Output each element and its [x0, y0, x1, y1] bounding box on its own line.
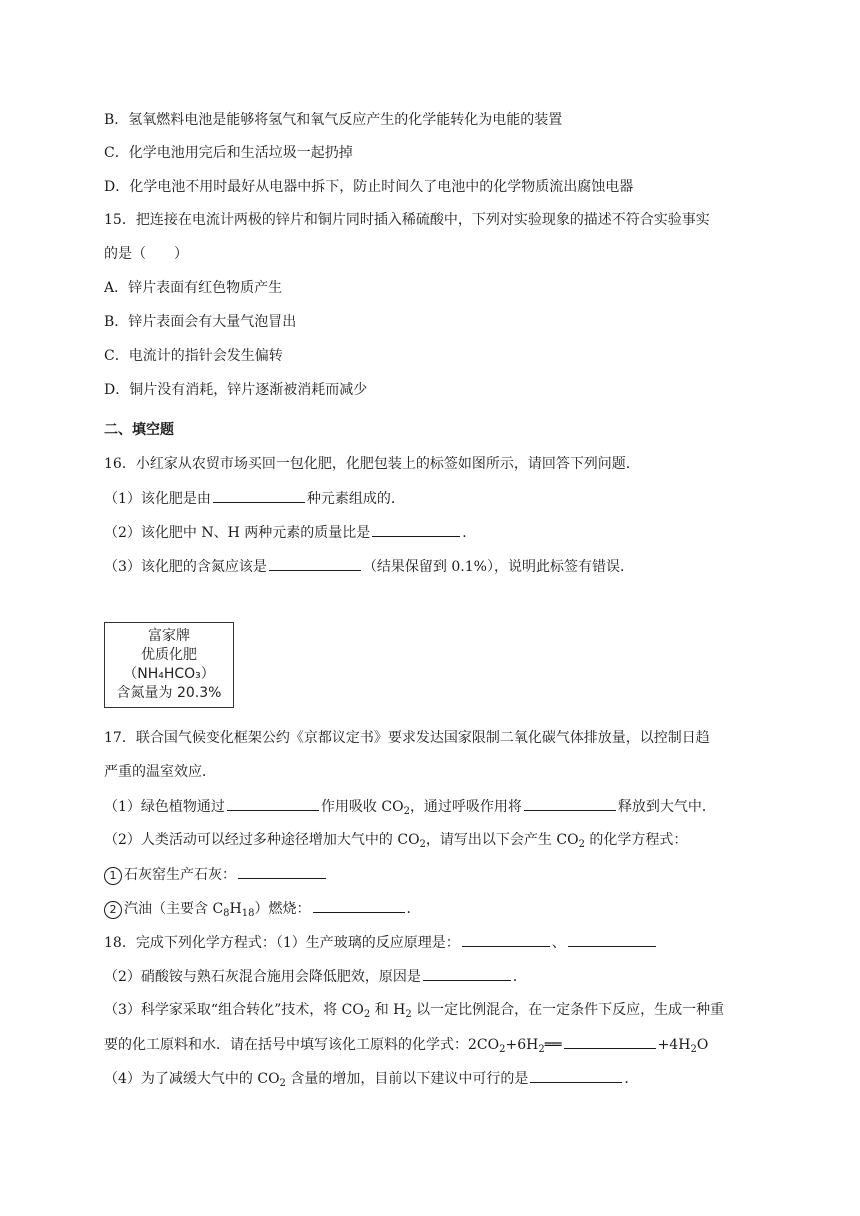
q18-part2-a: （2）硝酸铵与熟石灰混合施用会降低肥效，原因是 — [104, 969, 421, 985]
q17-part1-c: ，通过呼吸作用将 — [409, 799, 522, 815]
label-brand: 富家牌 — [148, 628, 190, 644]
subscript: 2 — [403, 806, 410, 817]
q18-part4-a: （4）为了减缓大气中的 CO — [104, 1071, 280, 1087]
q17-item2 — [104, 898, 421, 924]
answer-blank[interactable] — [269, 556, 361, 571]
q18-part4-c: ． — [624, 1071, 639, 1087]
subscript: 2 — [578, 839, 585, 850]
q17-item1-text: 石灰窑生产石灰： — [124, 867, 236, 883]
q16-part3-pre: （3）该化肥的含氮应该是 — [104, 559, 267, 575]
q14-option-c: C．化学电池用完后和生活垃圾一起扔掉 — [104, 145, 353, 161]
q15-option-c: C．电流计的指针会发生偏转 — [104, 348, 283, 364]
q16-part1 — [104, 488, 405, 509]
label-name: 优质化肥 — [141, 647, 197, 663]
answer-blank[interactable] — [462, 932, 550, 947]
q18-separator: 、 — [551, 935, 566, 951]
q16-part3 — [104, 556, 634, 577]
answer-blank[interactable] — [530, 1068, 622, 1083]
q17-stem-line1: 17．联合国气候变化框架公约《京都议定书》要求发达国家限制二氧化碳气体排放量，以控制日趋 — [104, 730, 710, 746]
section-heading: 二、填空题 — [104, 422, 174, 438]
q18-part3-c: 以一定比例混合，在一定条件下反应，生成一种重 — [411, 1002, 725, 1018]
q18-part4-b: 含量的增加，目前以下建议中可行的是 — [285, 1071, 529, 1087]
circled-number: 2 — [104, 901, 122, 919]
q18-part3-line1 — [104, 1000, 724, 1025]
q14-option-d: D．化学电池不用时最好从电器中拆下，防止时间久了电池中的化学物质流出腐蚀电器 — [104, 179, 634, 195]
subscript: 18 — [241, 908, 255, 919]
q16-part2-pre: （2）该化肥中 N、H 两种元素的质量比是 — [104, 525, 371, 541]
subscript: 8 — [223, 908, 230, 919]
q17-part1-d: 释放到大气中． — [617, 799, 716, 815]
answer-blank[interactable] — [227, 796, 319, 811]
subscript: 2 — [538, 1044, 545, 1055]
q18-part4 — [104, 1068, 638, 1094]
answer-blank[interactable] — [524, 796, 616, 811]
q18-part3-line2 — [104, 1034, 708, 1060]
q17-part2-c: 的化学方程式： — [584, 832, 688, 848]
fertilizer-label-image — [104, 622, 234, 708]
q17-part2-b: ，请写出以下会产生 CO — [425, 832, 579, 848]
q18-part3-line2-e: O — [696, 1037, 709, 1053]
q17-item1 — [104, 864, 328, 885]
q17-item2-d: ． — [406, 901, 421, 917]
answer-blank[interactable] — [238, 864, 326, 879]
q17-part1 — [104, 796, 716, 822]
q15-stem-line1: 15．把连接在电流计两极的锌片和铜片同时插入稀硫酸中，下列对实验现象的描述不符合实验事实 — [104, 212, 710, 228]
subscript: 2 — [690, 1044, 697, 1055]
answer-blank[interactable] — [372, 522, 460, 537]
q15-option-b: B．锌片表面会有大量气泡冒出 — [104, 314, 297, 330]
q16-part2-post: ． — [462, 525, 477, 541]
q16-stem: 16．小红家从农贸市场买回一包化肥，化肥包装上的标签如图所示，请回答下列问题． — [104, 456, 640, 472]
q14-option-b: B．氢氧燃料电池是能够将氢气和氧气反应产生的化学能转化为电能的装置 — [104, 112, 563, 128]
q15-option-a: A．锌片表面有红色物质产生 — [104, 280, 283, 296]
label-nitrogen: 含氮量为 20.3% — [116, 685, 222, 701]
answer-blank[interactable] — [313, 898, 405, 913]
q17-part1-b: 作用吸收 CO — [320, 799, 404, 815]
q18-part3-a: （3）科学家采取“组合转化”技术，将 CO — [104, 1002, 364, 1018]
answer-blank[interactable] — [423, 966, 511, 981]
q15-option-d: D．铜片没有消耗，锌片逐渐被消耗而减少 — [104, 382, 368, 398]
q16-part1-post: 种元素组成的． — [306, 491, 405, 507]
q18-part3-line2-b: +6H — [505, 1037, 539, 1053]
q17-item2-b: H — [229, 901, 242, 917]
q18-part3-b: 和 H — [370, 1002, 406, 1018]
q18-stem-text: 18．完成下列化学方程式：（1）生产玻璃的反应原理是： — [104, 935, 460, 951]
q15-stem-line2: 的是（ ） — [104, 246, 188, 262]
circled-number: 1 — [104, 867, 122, 885]
q18-part2 — [104, 966, 527, 987]
q18-part3-line2-a: 要的化工原料和水．请在括号中填写该化工原料的化学式：2CO — [104, 1037, 500, 1053]
answer-blank[interactable] — [564, 1034, 656, 1049]
q18-stem — [104, 932, 658, 953]
subscript: 2 — [279, 1078, 286, 1089]
q16-part2 — [104, 522, 476, 543]
q18-part3-line2-d: +4H — [657, 1037, 691, 1053]
answer-blank[interactable] — [568, 932, 656, 947]
q17-part1-a: （1）绿色植物通过 — [104, 799, 225, 815]
answer-blank[interactable] — [213, 488, 305, 503]
q17-item2-c: ）燃烧： — [254, 901, 311, 917]
q17-item2-a: 汽油（主要含 C — [124, 901, 224, 917]
q17-stem-line2: 严重的温室效应． — [104, 764, 216, 780]
q18-part2-b: ． — [512, 969, 527, 985]
subscript: 2 — [419, 839, 426, 850]
q18-equals: ══ — [544, 1037, 562, 1053]
subscript: 2 — [363, 1009, 371, 1020]
q17-part2 — [104, 830, 687, 855]
subscript: 2 — [499, 1044, 506, 1055]
q16-part3-post: （结果保留到 0.1%），说明此标签有错误． — [362, 559, 634, 575]
label-formula: （NH₄HCO₃） — [123, 666, 215, 682]
q17-part2-a: （2）人类活动可以经过多种途径增加大气中的 CO — [104, 832, 420, 848]
q16-part1-pre: （1）该化肥是由 — [104, 491, 211, 507]
subscript: 2 — [405, 1009, 412, 1020]
